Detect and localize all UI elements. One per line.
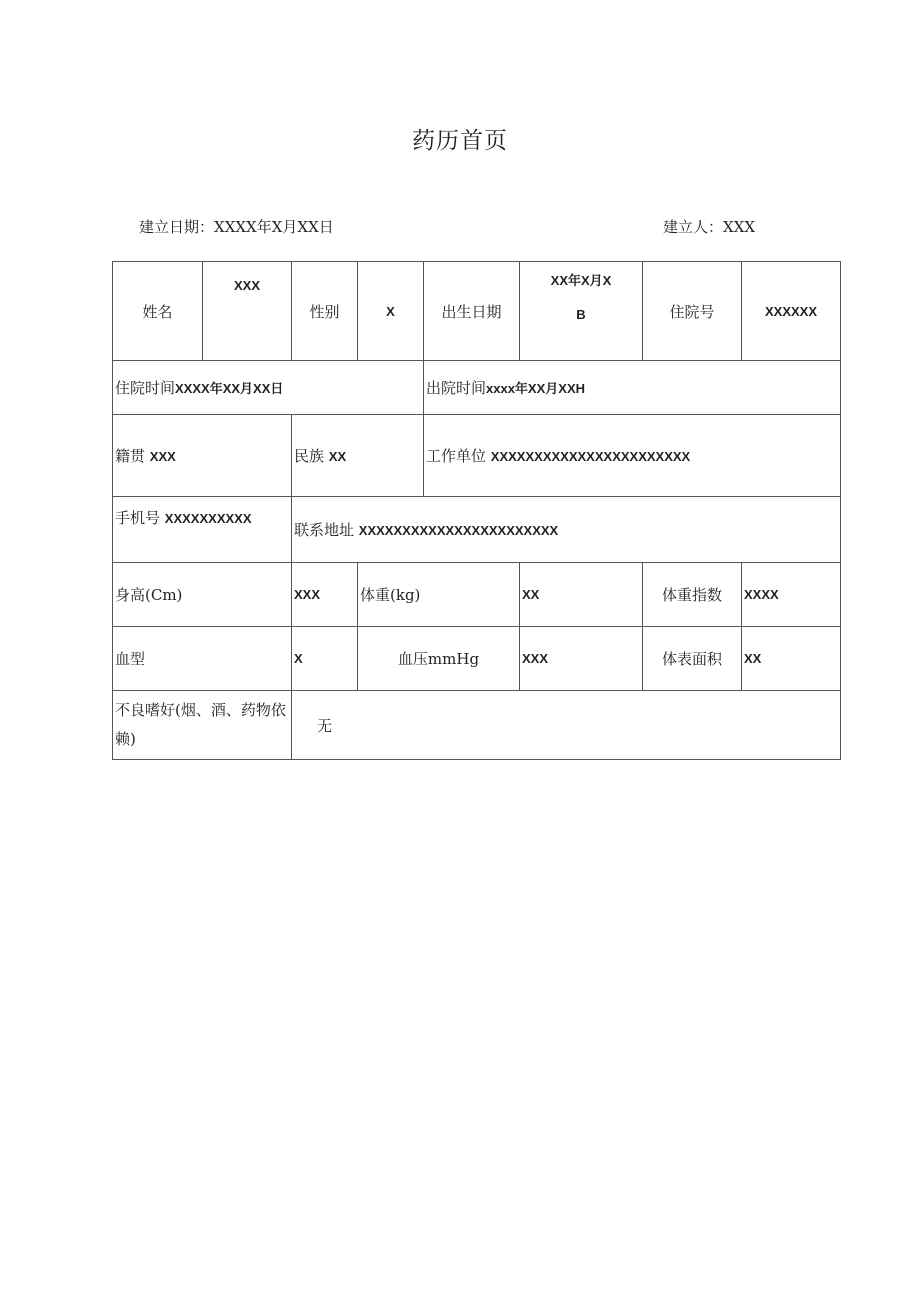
blood-pressure-label-text: 血压mmHg: [397, 650, 480, 668]
medication-record-table: [112, 261, 841, 760]
phone-cell: [113, 497, 292, 563]
blood-type-label: 血型: [113, 627, 292, 691]
discharge-time-cell: [424, 361, 841, 415]
table-row: [113, 497, 841, 563]
admit-time-label: 住院时间: [115, 379, 176, 397]
blood-pressure-value: XXX: [520, 627, 643, 691]
blood-pressure-label: [358, 627, 520, 691]
body-surface-area-value: XX: [742, 627, 841, 691]
phone-label: 手机号: [115, 509, 161, 527]
height-label-text: 身高(Cm): [115, 586, 183, 604]
discharge-time-value: xxxx年XX月XXH: [486, 381, 586, 396]
table-row: [113, 627, 841, 691]
body-surface-area-label: 体表面积: [643, 627, 742, 691]
ethnicity-cell: [292, 415, 424, 497]
address-value: XXXXXXXXXXXXXXXXXXXXXXX: [358, 523, 559, 538]
phone-value: XXXXXXXXXX: [164, 511, 252, 526]
address-cell: [292, 497, 841, 563]
employer-cell: [424, 415, 841, 497]
admission-no-value: XXXXXX: [742, 262, 841, 361]
birth-date-value-line2: B: [576, 307, 586, 322]
table-row: [113, 415, 841, 497]
address-label: 联系地址: [294, 521, 355, 539]
gender-value: X: [358, 262, 424, 361]
admission-no-label: 住院号: [643, 262, 742, 361]
gender-label: 性别: [292, 262, 358, 361]
native-place-label: 籍贯: [115, 447, 146, 465]
created-date-value: XXXX年X月XX日: [214, 218, 334, 236]
admit-time-value: XXXX年XX月XX日: [175, 381, 284, 396]
blood-type-value: X: [292, 627, 358, 691]
creator: [663, 216, 755, 237]
creator-label: 建立人：: [663, 218, 724, 236]
birth-date-label: 出生日期: [424, 262, 520, 361]
employer-value: XXXXXXXXXXXXXXXXXXXXXXX: [490, 449, 691, 464]
discharge-time-label: 出院时间: [426, 379, 487, 397]
bad-habits-value: 无: [292, 691, 841, 760]
created-date-label: 建立日期：: [139, 218, 215, 236]
bad-habits-label: 不良嗜好(烟、酒、药物依赖): [113, 691, 292, 760]
page-title: 药历首页: [412, 128, 508, 154]
ethnicity-label: 民族: [294, 447, 325, 465]
employer-label: 工作单位: [426, 447, 487, 465]
birth-date-value-line1: XX年X月X: [550, 273, 612, 288]
weight-value: XX: [520, 563, 643, 627]
bmi-value: XXXX: [742, 563, 841, 627]
native-place-value: XXX: [149, 449, 176, 464]
birth-date-value: [520, 262, 643, 361]
weight-label-text: 体重(kg): [360, 586, 421, 604]
admit-time-cell: [113, 361, 424, 415]
table-row: [113, 563, 841, 627]
table-row: [113, 361, 841, 415]
bmi-label: 体重指数: [643, 563, 742, 627]
weight-label: [358, 563, 520, 627]
ethnicity-value: XX: [328, 449, 347, 464]
name-label: 姓名: [113, 262, 203, 361]
created-date: [139, 216, 334, 237]
name-value: XXX: [203, 262, 292, 361]
table-row: [113, 262, 841, 361]
creator-value: XXX: [723, 218, 756, 236]
height-label: [113, 563, 292, 627]
height-value: XXX: [292, 563, 358, 627]
table-row: [113, 691, 841, 760]
native-place-cell: [113, 415, 292, 497]
